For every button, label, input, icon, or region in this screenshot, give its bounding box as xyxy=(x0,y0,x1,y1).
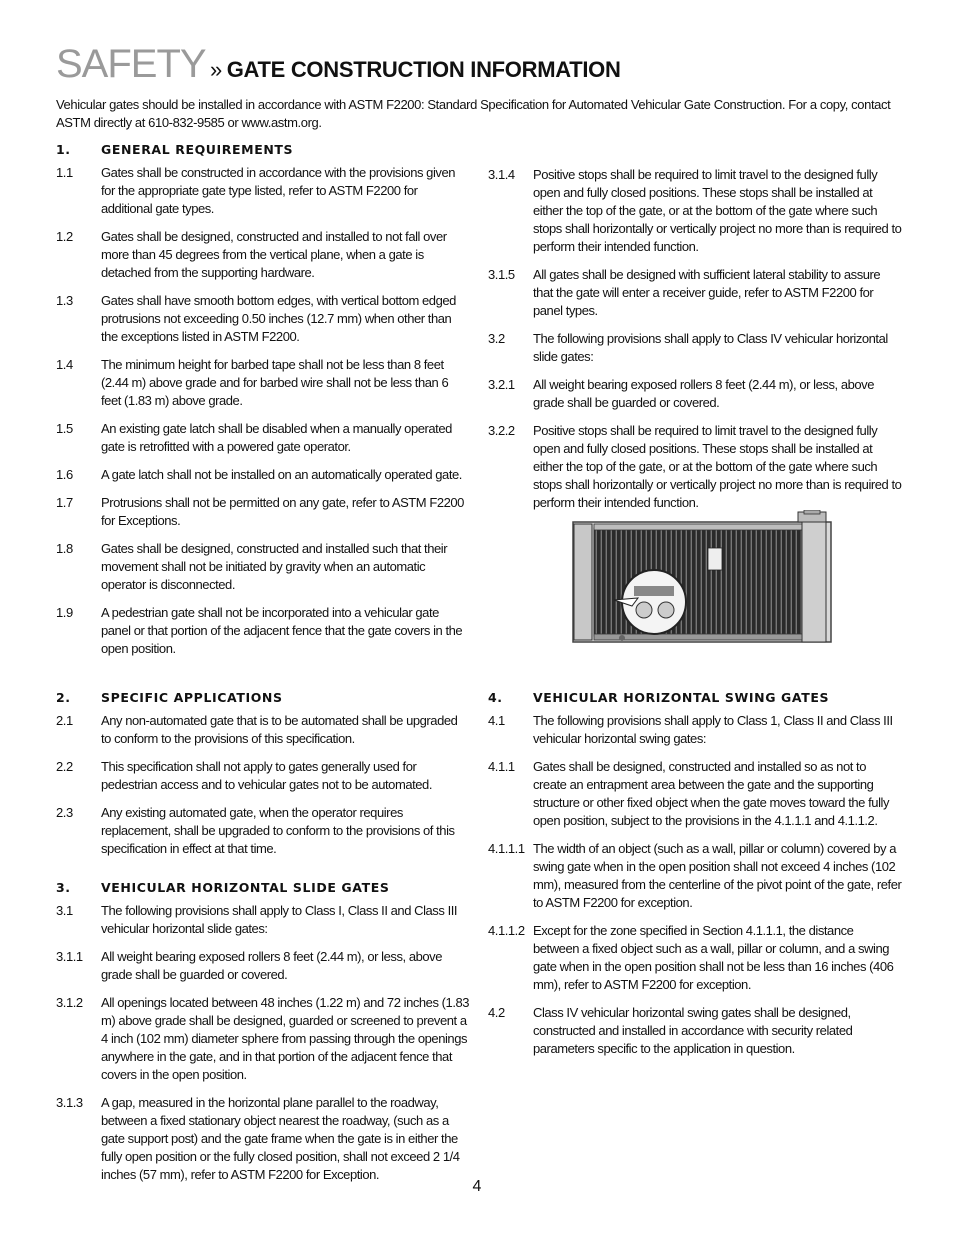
list-item: 2.1 Any non-automated gate that is to be automated shall be upgraded to conform to the provisions of this specification. xyxy=(56,713,458,746)
title-separator: » xyxy=(210,57,223,82)
list-item: 3.1.4 Positive stops shall be required to limit travel to the designed fully open and fully closed positions. These stops shall be installed at either the top of the gate, or at the bottom of the gate where such stops shall horizontally or vertically project no more than is required to perform their intended function. xyxy=(488,167,902,254)
list-item: 1.2 Gates shall be designed, constructed and installed to not fall over more than 45 degrees from the vertical plane, when a gate is detached from the supporting hardware. xyxy=(56,229,447,280)
list-item: 3.1.3 A gap, measured in the horizontal plane parallel to the roadway, between a fixed stationary object nearest the roadway, (such as a gate support post) and the gate frame when the gate is in either the fully open position or the fully closed position, shall not exceed 2 1/4 inches (57 mm), refer to ASTM F2200 for Exception. xyxy=(56,1095,460,1182)
list-item: 1.6 A gate latch shall not be installed on an automatically operated gate. xyxy=(56,467,462,482)
section-heading-1: 1. GENERAL REQUIREMENTS xyxy=(56,142,294,157)
section-heading-3: 3. VEHICULAR HORIZONTAL SLIDE GATES xyxy=(56,880,390,895)
list-item: 3.2.2 Positive stops shall be required to limit travel to the designed fully open and fully closed positions. These stops shall be installed at either the top of the gate, or at the bottom of the gate where such stops shall horizontally or vertically project no more than is required to perform their intended function. xyxy=(488,423,902,510)
list-item: 4.1.1.1 The width of an object (such as a wall, pillar or column) covered by a swing gate when in the open position shall not exceed 4 inches (102 mm), measured from the centerline of the pivot point of the gate, refer to ASTM F2200 for exception. xyxy=(488,841,902,910)
list-item: 3.1.5 All gates shall be designed with sufficient lateral stability to assure that the gate will enter a receiver guide, refer to ASTM F2200 for panel types. xyxy=(488,267,881,318)
list-item: 3.1 The following provisions shall apply to Class I, Class II and Class III vehicular horizontal slide gates: xyxy=(56,903,458,936)
left-column xyxy=(56,142,470,1184)
title-subject: GATE CONSTRUCTION INFORMATION xyxy=(226,57,621,82)
list-item: 3.2.1 All weight bearing exposed rollers 8 feet (2.44 m), or less, above grade shall be guarded or covered. xyxy=(488,377,874,410)
list-item: 1.4 The minimum height for barbed tape shall not be less than 8 feet (2.44 m) above grade and for barbed wire shall not be less than 6 feet (1.83 m) above grade. xyxy=(56,357,449,408)
section-heading-4: 4. VEHICULAR HORIZONTAL SWING GATES xyxy=(488,690,830,705)
list-item: 2.3 Any existing automated gate, when the operator requires replacement, shall be upgraded to conform to the provisions of this specification in effect at that time. xyxy=(56,805,455,856)
list-item: 3.2 The following provisions shall apply to Class IV vehicular horizontal slide gates: xyxy=(488,331,888,364)
list-item: 1.8 Gates shall be designed, constructed and installed such that their movement shall not be initiated by gravity when an automatic operator is disconnected. xyxy=(56,541,448,592)
list-item: 4.1.1 Gates shall be designed, constructed and installed so as not to create an entrapment area between the gate and the supporting structure or other fixed object when the gate moves toward the fully open position, subject to the provisions in the 4.1.1.1 and 4.1.1.2. xyxy=(488,759,889,828)
section-heading-2: 2. SPECIFIC APPLICATIONS xyxy=(56,690,283,705)
list-item: 1.7 Protrusions shall not be permitted on any gate, refer to ASTM F2200 for Exceptions. xyxy=(56,495,464,528)
intro-paragraph: Vehicular gates should be installed in accordance with ASTM F2200: Standard Specification for Automated Vehicular Gate Construction. For a copy, contact ASTM directly at 610-832-9585 or www.astm.org. xyxy=(56,97,891,130)
list-item: 3.1.1 All weight bearing exposed rollers 8 feet (2.44 m), or less, above grade shall be guarded or covered. xyxy=(56,949,442,982)
title-safety: SAFETY xyxy=(56,42,206,86)
list-item: 1.3 Gates shall have smooth bottom edges, with vertical bottom edged protrusions not exceeding 0.50 inches (12.7 mm) when other than the exceptions listed in ASTM F2200. xyxy=(56,293,456,344)
list-item: 1.9 A pedestrian gate shall not be incorporated into a vehicular gate panel or that portion of the adjacent fence that the gate covers in the open position. xyxy=(56,605,463,656)
list-item: 3.1.2 All openings located between 48 inches (1.22 m) and 72 inches (1.83 m) above grade shall be designed, guarded or screened to prevent a 4 inch (102 mm) diameter sphere from passing through the openings anywhere in the gate, and in that portion of the adjacent fence that covers in the open position. xyxy=(56,995,470,1082)
list-item: 4.2 Class IV vehicular horizontal swing gates shall be designed, constructed and installed in accordance with security related parameters specific to the application in question. xyxy=(488,1005,853,1056)
list-item: 4.1.1.2 Except for the zone specified in Section 4.1.1.1, the distance between a fixed object such as a wall, pillar or column, and a swing gate when in the open position shall not be less than 16 inches (406 mm), refer to ASTM F2200 for exception. xyxy=(488,923,894,992)
list-item: 1.5 An existing gate latch shall be disabled when a manually operated gate is retrofitted with a powered gate operator. xyxy=(56,421,452,454)
list-item: 1.1 Gates shall be constructed in accordance with the provisions given for the appropriate gate type listed, refer to ASTM F2200 for additional gate types. xyxy=(56,165,456,216)
slide-gate-illustration xyxy=(572,510,840,644)
list-item: 4.1 The following provisions shall apply to Class 1, Class II and Class III vehicular horizontal swing gates: xyxy=(488,713,893,746)
page-number: 4 xyxy=(472,1178,482,1195)
list-item: 2.2 This specification shall not apply to gates generally used for pedestrian access and to vehicular gates not to be automated. xyxy=(56,759,433,792)
page-title xyxy=(56,44,621,84)
